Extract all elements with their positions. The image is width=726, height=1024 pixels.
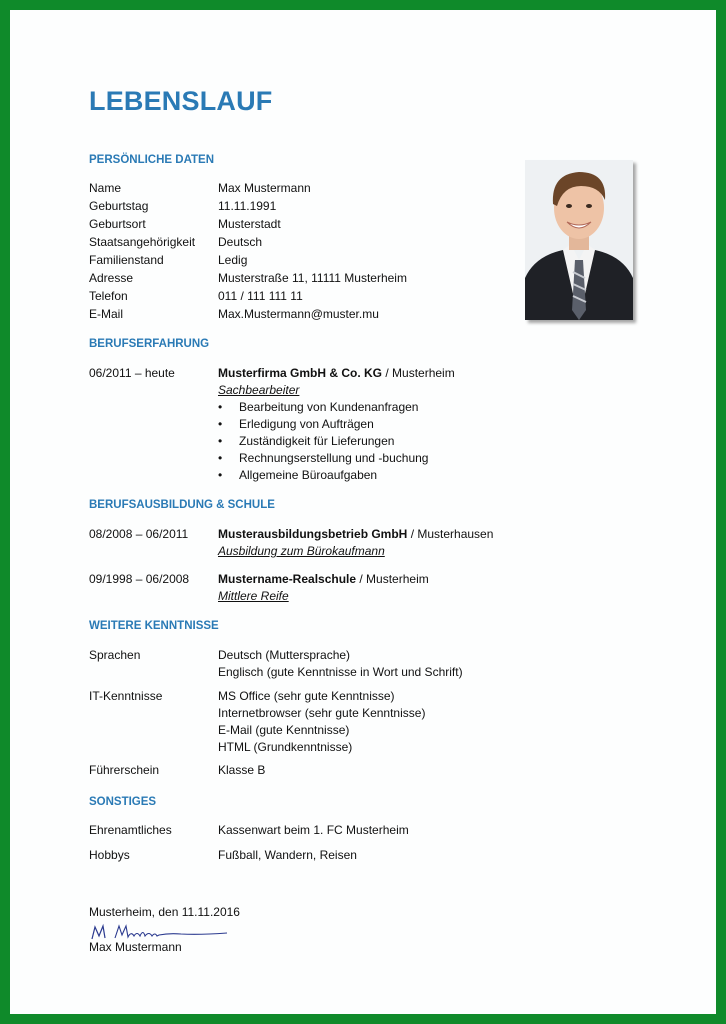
cv-page [10, 10, 716, 1014]
personal-value: Deutsch [218, 235, 263, 249]
personal-value: 011 / 111 111 11 [218, 289, 303, 303]
education-entry [89, 526, 609, 562]
education-detail: Ausbildung zum Bürokaufmann [218, 544, 385, 558]
skills-values [218, 688, 608, 756]
education-details [218, 571, 608, 605]
misc-label: Ehrenamtliches [89, 823, 172, 837]
section-heading-education: BERUFSAUSBILDUNG & SCHULE [89, 499, 275, 511]
experience-location: / Musterheim [382, 366, 455, 380]
skills-label: Sprachen [89, 648, 141, 662]
profile-photo [525, 160, 633, 320]
skills-value: Klasse B [218, 763, 266, 777]
misc-value: Kassenwart beim 1. FC Musterheim [218, 823, 409, 837]
bullet-icon: • [218, 400, 223, 414]
bullet-icon: • [218, 434, 223, 448]
task-text: Bearbeitung von Kundenanfragen [239, 400, 419, 414]
experience-entry [89, 365, 609, 485]
skills-languages [89, 647, 609, 683]
task-list [218, 399, 608, 484]
section-heading-personal: PERSÖNLICHE DATEN [89, 154, 215, 166]
section-heading-misc: SONSTIGES [89, 796, 157, 808]
skill-line: MS Office (sehr gute Kenntnisse) [218, 689, 395, 703]
personal-value: 11.11.1991 [218, 199, 277, 213]
skill-line: Deutsch (Muttersprache) [218, 648, 351, 662]
place-date: Musterheim, den 11.11.2016 [89, 905, 240, 919]
education-location: / Musterheim [356, 572, 429, 586]
skill-line: E-Mail (gute Kenntnisse) [218, 723, 350, 737]
personal-label: Familienstand [89, 253, 164, 267]
education-period: 09/1998 – 06/2008 [89, 572, 190, 586]
task-text: Erledigung von Aufträgen [239, 417, 374, 431]
skill-line: HTML (Grundkenntnisse) [218, 740, 353, 754]
list-item [218, 399, 608, 416]
personal-value: Max.Mustermann@muster.mu [218, 307, 379, 321]
education-institution-line [218, 526, 608, 543]
bullet-icon: • [218, 468, 223, 482]
personal-value: Musterstadt [218, 217, 281, 231]
skills-it [89, 688, 609, 758]
task-text: Zuständigkeit für Lieferungen [239, 434, 395, 448]
personal-label: Telefon [89, 289, 128, 303]
education-institution-line [218, 571, 608, 588]
section-heading-skills: WEITERE KENNTNISSE [89, 620, 219, 632]
personal-label: Staatsangehörigkeit [89, 235, 196, 249]
education-institution: Mustername-Realschule [218, 572, 357, 586]
personal-label: E-Mail [89, 307, 124, 321]
education-location: / Musterhausen [407, 527, 494, 541]
misc-value: Fußball, Wandern, Reisen [218, 848, 357, 862]
personal-label: Adresse [89, 271, 134, 285]
task-text: Rechnungserstellung und -buchung [239, 451, 429, 465]
experience-period: 06/2011 – heute [89, 366, 175, 380]
skill-line: Englisch (gute Kenntnisse in Wort und Schrift) [218, 665, 463, 679]
skills-values [218, 647, 608, 681]
page-title: LEBENSLAUF [89, 86, 273, 116]
experience-role: Sachbearbeiter [218, 383, 300, 397]
education-period: 08/2008 – 06/2011 [89, 527, 189, 541]
skills-label: IT-Kenntnisse [89, 689, 163, 703]
bullet-icon: • [218, 451, 223, 465]
list-item [218, 467, 608, 484]
list-item [218, 450, 608, 467]
task-text: Allgemeine Büroaufgaben [239, 468, 378, 482]
portrait-illustration [525, 160, 633, 320]
personal-value: Musterstraße 11, 11111 Musterheim [218, 271, 407, 285]
experience-company-line [218, 365, 608, 382]
experience-details [218, 365, 608, 484]
personal-value: Max Mustermann [218, 181, 311, 195]
personal-label: Geburtsort [89, 217, 146, 231]
bullet-icon: • [218, 417, 223, 431]
section-heading-experience: BERUFSERFAHRUNG [89, 338, 210, 350]
education-detail: Mittlere Reife [218, 589, 289, 603]
personal-label: Name [89, 181, 122, 195]
skills-label: Führerschein [89, 763, 160, 777]
personal-value: Ledig [218, 253, 248, 267]
skill-line: Internetbrowser (sehr gute Kenntnisse) [218, 706, 426, 720]
education-details [218, 526, 608, 560]
misc-label: Hobbys [89, 848, 130, 862]
personal-label: Geburtstag [89, 199, 149, 213]
list-item [218, 416, 608, 433]
signature-name: Max Mustermann [89, 940, 182, 954]
education-institution: Musterausbildungsbetrieb GmbH [218, 527, 408, 541]
list-item [218, 433, 608, 450]
experience-company: Musterfirma GmbH & Co. KG [218, 366, 383, 380]
education-entry [89, 571, 609, 607]
